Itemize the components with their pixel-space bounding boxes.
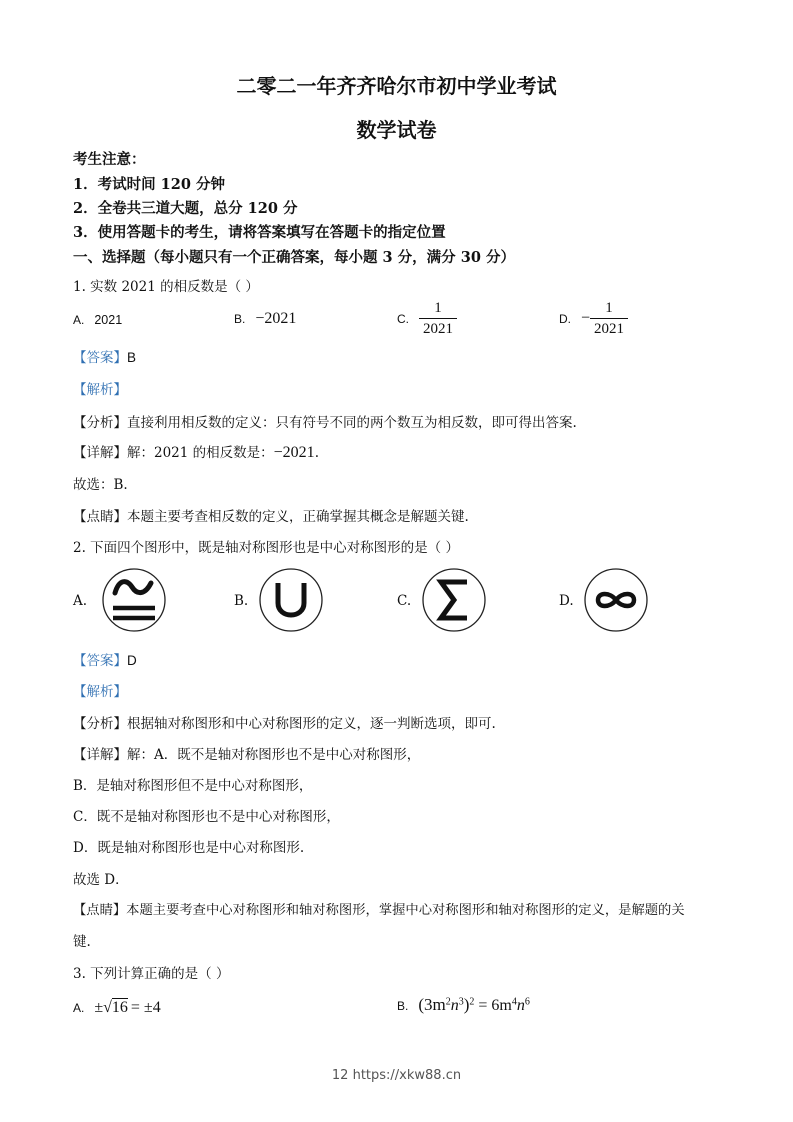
q3-option-a [73, 999, 161, 1017]
q3-option-a-letter: A. [73, 1001, 85, 1015]
q1-detail-value: −2021 [273, 444, 315, 461]
q3-option-a-result: = ±4 [130, 999, 161, 1016]
sigma-symbol-icon [421, 567, 487, 633]
q1-option-d-denominator: 2021 [594, 321, 625, 337]
q2-answer-line [73, 649, 137, 669]
q2-option-d-letter: D. [559, 593, 574, 609]
approx-equal-symbol-icon [101, 567, 167, 633]
q1-detail [73, 441, 319, 462]
q3-option-b-rhs: = 6m [478, 997, 512, 1014]
q3-option-b-exp1: 2 [445, 996, 451, 1008]
notice-item-1: 1．考试时间 120 分钟 [73, 176, 225, 193]
q3-option-b-exp4: 6 [524, 996, 530, 1008]
q1-option-c [397, 298, 457, 339]
q2-detail-line-3: C．既不是轴对称图形也不是中心对称图形， [73, 809, 340, 825]
q1-stem: 1. 实数 2021 的相反数是（ ） [73, 279, 259, 295]
q1-answer-value: B [127, 350, 137, 365]
q1-option-d-numerator: 1 [590, 298, 628, 319]
q2-jiexi-tag: 【解析】 [73, 684, 127, 700]
q1-comment: 【点睛】本题主要考查相反数的定义，正确掌握其概念是解题关键. [73, 509, 469, 525]
q2-option-c-letter: C. [397, 593, 412, 609]
q1-option-d-fraction [590, 298, 628, 339]
q3-option-b-close: ) [463, 995, 470, 1014]
q2-detail-line-1: 【详解】解：A．既不是轴对称图形也不是中心对称图形， [73, 747, 421, 763]
q2-option-b-letter: B. [234, 593, 249, 609]
q1-analysis: 【分析】直接利用相反数的定义：只有符号不同的两个数互为相反数，即可得出答案. [73, 415, 577, 431]
q2-analysis: 【分析】根据轴对称图形和中心对称图形的定义，逐一判断选项，即可. [73, 716, 496, 732]
notice-heading: 考生注意： [73, 151, 146, 168]
q2-comment-line-1: 【点睛】本题主要考查中心对称图形和轴对称图形，掌握中心对称图形和轴对称图形的定义，是解题的关 [73, 903, 685, 918]
q1-option-a-letter: A. [73, 313, 85, 327]
exam-subtitle: 数学试卷 [356, 118, 437, 142]
q1-option-c-letter: C. [397, 311, 409, 326]
q3-option-b-rhs-n: n [516, 997, 525, 1014]
q1-option-b [234, 310, 296, 328]
section-1-heading: 一、选择题（每小题只有一个正确答案，每小题 3 分，满分 30 分） [73, 249, 515, 266]
q1-option-a-text: 2021 [94, 313, 123, 327]
notice-item-3: 3．使用答题卡的考生，请将答案填写在答题卡的指定位置 [73, 224, 446, 241]
page-footer: 12 https://xkw88.cn [331, 1068, 462, 1083]
q2-option-a-letter: A. [73, 593, 88, 609]
q1-option-c-numerator: 1 [419, 298, 457, 319]
q1-option-c-fraction [419, 298, 457, 339]
q3-option-b-open: (3m [418, 995, 446, 1014]
q1-option-a [73, 312, 122, 328]
infinity-symbol-icon [583, 567, 649, 633]
q1-answer-line [73, 346, 136, 366]
q3-option-a-radicand: 16 [111, 999, 128, 1016]
q1-option-c-denominator: 2021 [423, 321, 453, 337]
q2-detail-line-4: D．既是轴对称图形也是中心对称图形. [73, 840, 305, 856]
q3-option-b-exp3: 4 [511, 996, 517, 1008]
q3-option-b-outer-exp: 2 [469, 996, 475, 1008]
exam-title: 二零二一年齐齐哈尔市初中学业考试 [236, 74, 557, 98]
q1-option-d-letter: D. [559, 311, 571, 326]
q3-stem: 3. 下列计算正确的是（ ） [73, 966, 230, 982]
q2-choose: 故选 D． [73, 872, 129, 888]
q1-option-d [559, 298, 628, 339]
sqrt-icon: √ [103, 999, 112, 1016]
q3-option-b [397, 995, 530, 1015]
q1-answer-tag: 【答案】 [73, 350, 127, 366]
q1-detail-prefix: 【详解】解：2021 的相反数是： [73, 445, 274, 461]
q1-option-b-letter: B. [234, 312, 246, 326]
q2-detail-line-2: B．是轴对称图形但不是中心对称图形， [73, 778, 313, 794]
q1-choose: 故选：B. [73, 477, 128, 493]
union-symbol-icon [258, 567, 324, 633]
q2-comment-line-2: 键. [73, 934, 91, 950]
q2-answer-tag: 【答案】 [73, 653, 127, 669]
q2-stem: 2. 下面四个图形中，既是轴对称图形也是中心对称图形的是（ ） [73, 540, 459, 556]
q3-option-b-letter: B. [397, 999, 409, 1013]
q1-option-b-text: −2021 [255, 310, 297, 327]
q1-detail-suffix: . [314, 445, 319, 461]
q3-option-b-exp2: 3 [458, 996, 464, 1008]
notice-item-2: 2．全卷共三道大题，总分 120 分 [73, 200, 298, 217]
q1-option-d-sign: − [581, 309, 591, 327]
q3-option-b-n: n [450, 997, 459, 1014]
q1-jiexi-tag: 【解析】 [73, 382, 127, 398]
q2-answer-value: D [127, 653, 137, 668]
q3-option-a-pm: ± [94, 999, 104, 1016]
